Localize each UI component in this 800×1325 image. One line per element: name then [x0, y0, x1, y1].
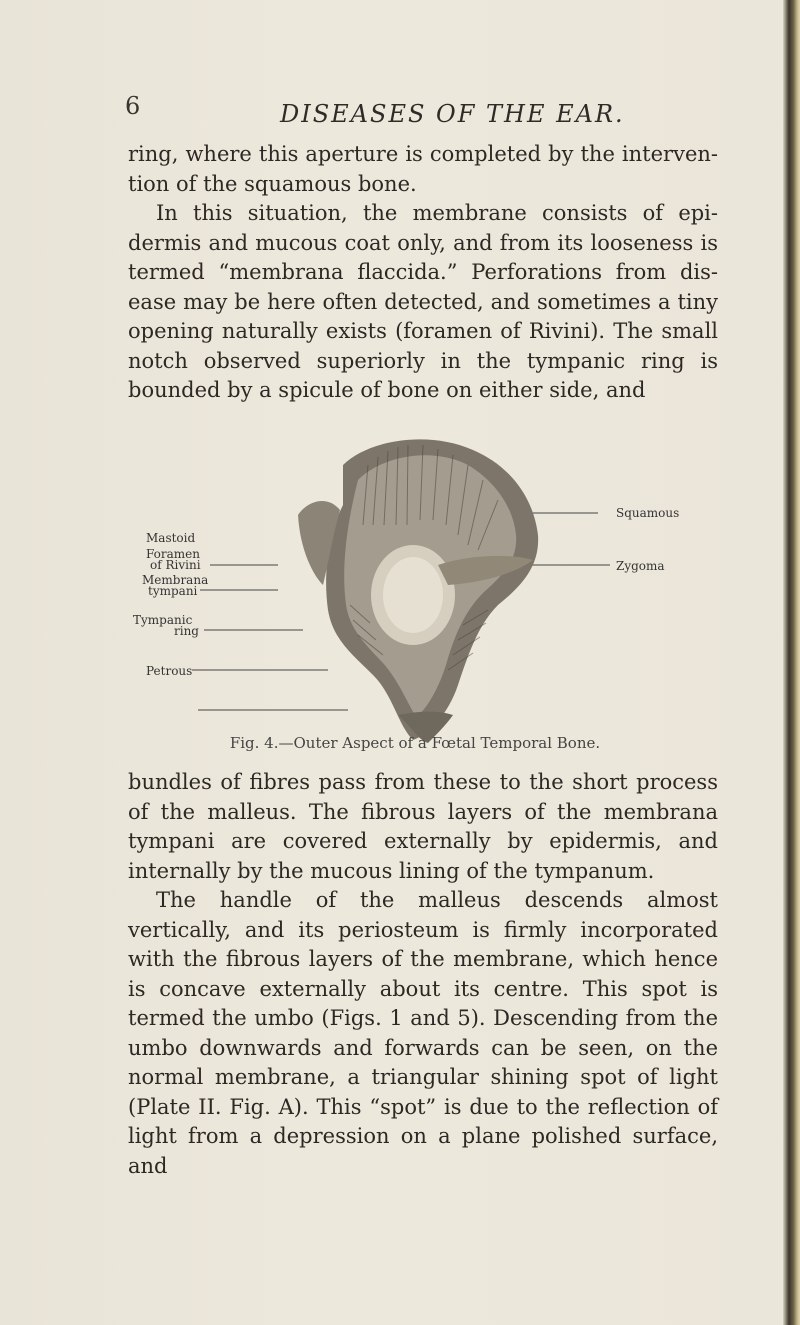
paragraph: ring, where this aperture is completed by the interven- tion of the squamous bone. — [128, 142, 718, 196]
label-tympanic-line1: Tympanic — [133, 613, 193, 627]
label-mastoid: Mastoid — [146, 531, 196, 545]
figure-caption — [0, 734, 800, 752]
label-foramen-line1: Foramen — [146, 547, 200, 561]
bottom-text — [128, 768, 718, 1181]
figure-temporal-bone — [128, 425, 708, 745]
label-zygoma: Zygoma — [616, 559, 665, 573]
label-tympanic-line2: ring — [174, 624, 199, 638]
label-foramen-line2: of Rivini — [150, 558, 201, 572]
temporal-bone-illustration — [128, 425, 708, 745]
paragraph: In this situation, the membrane consists of epi- dermis and mucous coat only, and from its looseness is termed “membrana flaccida.” Perforations from dis- ease may be here often detected, and sometimes a tiny opening naturally exists (foramen of Rivini). The small notch observed superiorly in the tympanic ring is bounded by a spicule of bone on either side, and — [128, 201, 718, 402]
book-edge — [783, 0, 800, 1325]
label-petrous: Petrous — [146, 664, 193, 678]
label-membrana-line1: Membrana — [142, 573, 209, 587]
label-squamous: Squamous — [616, 506, 680, 520]
page-number: 6 — [125, 92, 141, 120]
caption-text: Fig. 4.—Outer Aspect of a Fœtal Temporal Bone. — [229, 734, 601, 752]
paragraph: bundles of fibres pass from these to the short process of the malleus. The fibrous layers of the membrana tympani are covered externally by epidermis, and internally by the mucous lining of the tympanum. — [128, 770, 718, 883]
running-title: DISEASES OF THE EAR. — [280, 100, 625, 128]
paragraph: The handle of the malleus descends almost vertically, and its periosteum is firmly incorporated with the fibrous layers of the membrane, which hence is concave externally about its centre. This spot is termed the umbo (Figs. 1 and 5). Descending from the umbo downwards and forwards can be seen, on the normal membrane, a triangular shining spot of light (Plate II. Fig. A). This “spot” is due to the reflection of light from a depression on a plane polished surface, and — [128, 888, 718, 1178]
label-membrana-line2: tympani — [148, 584, 198, 598]
top-text — [128, 140, 718, 406]
